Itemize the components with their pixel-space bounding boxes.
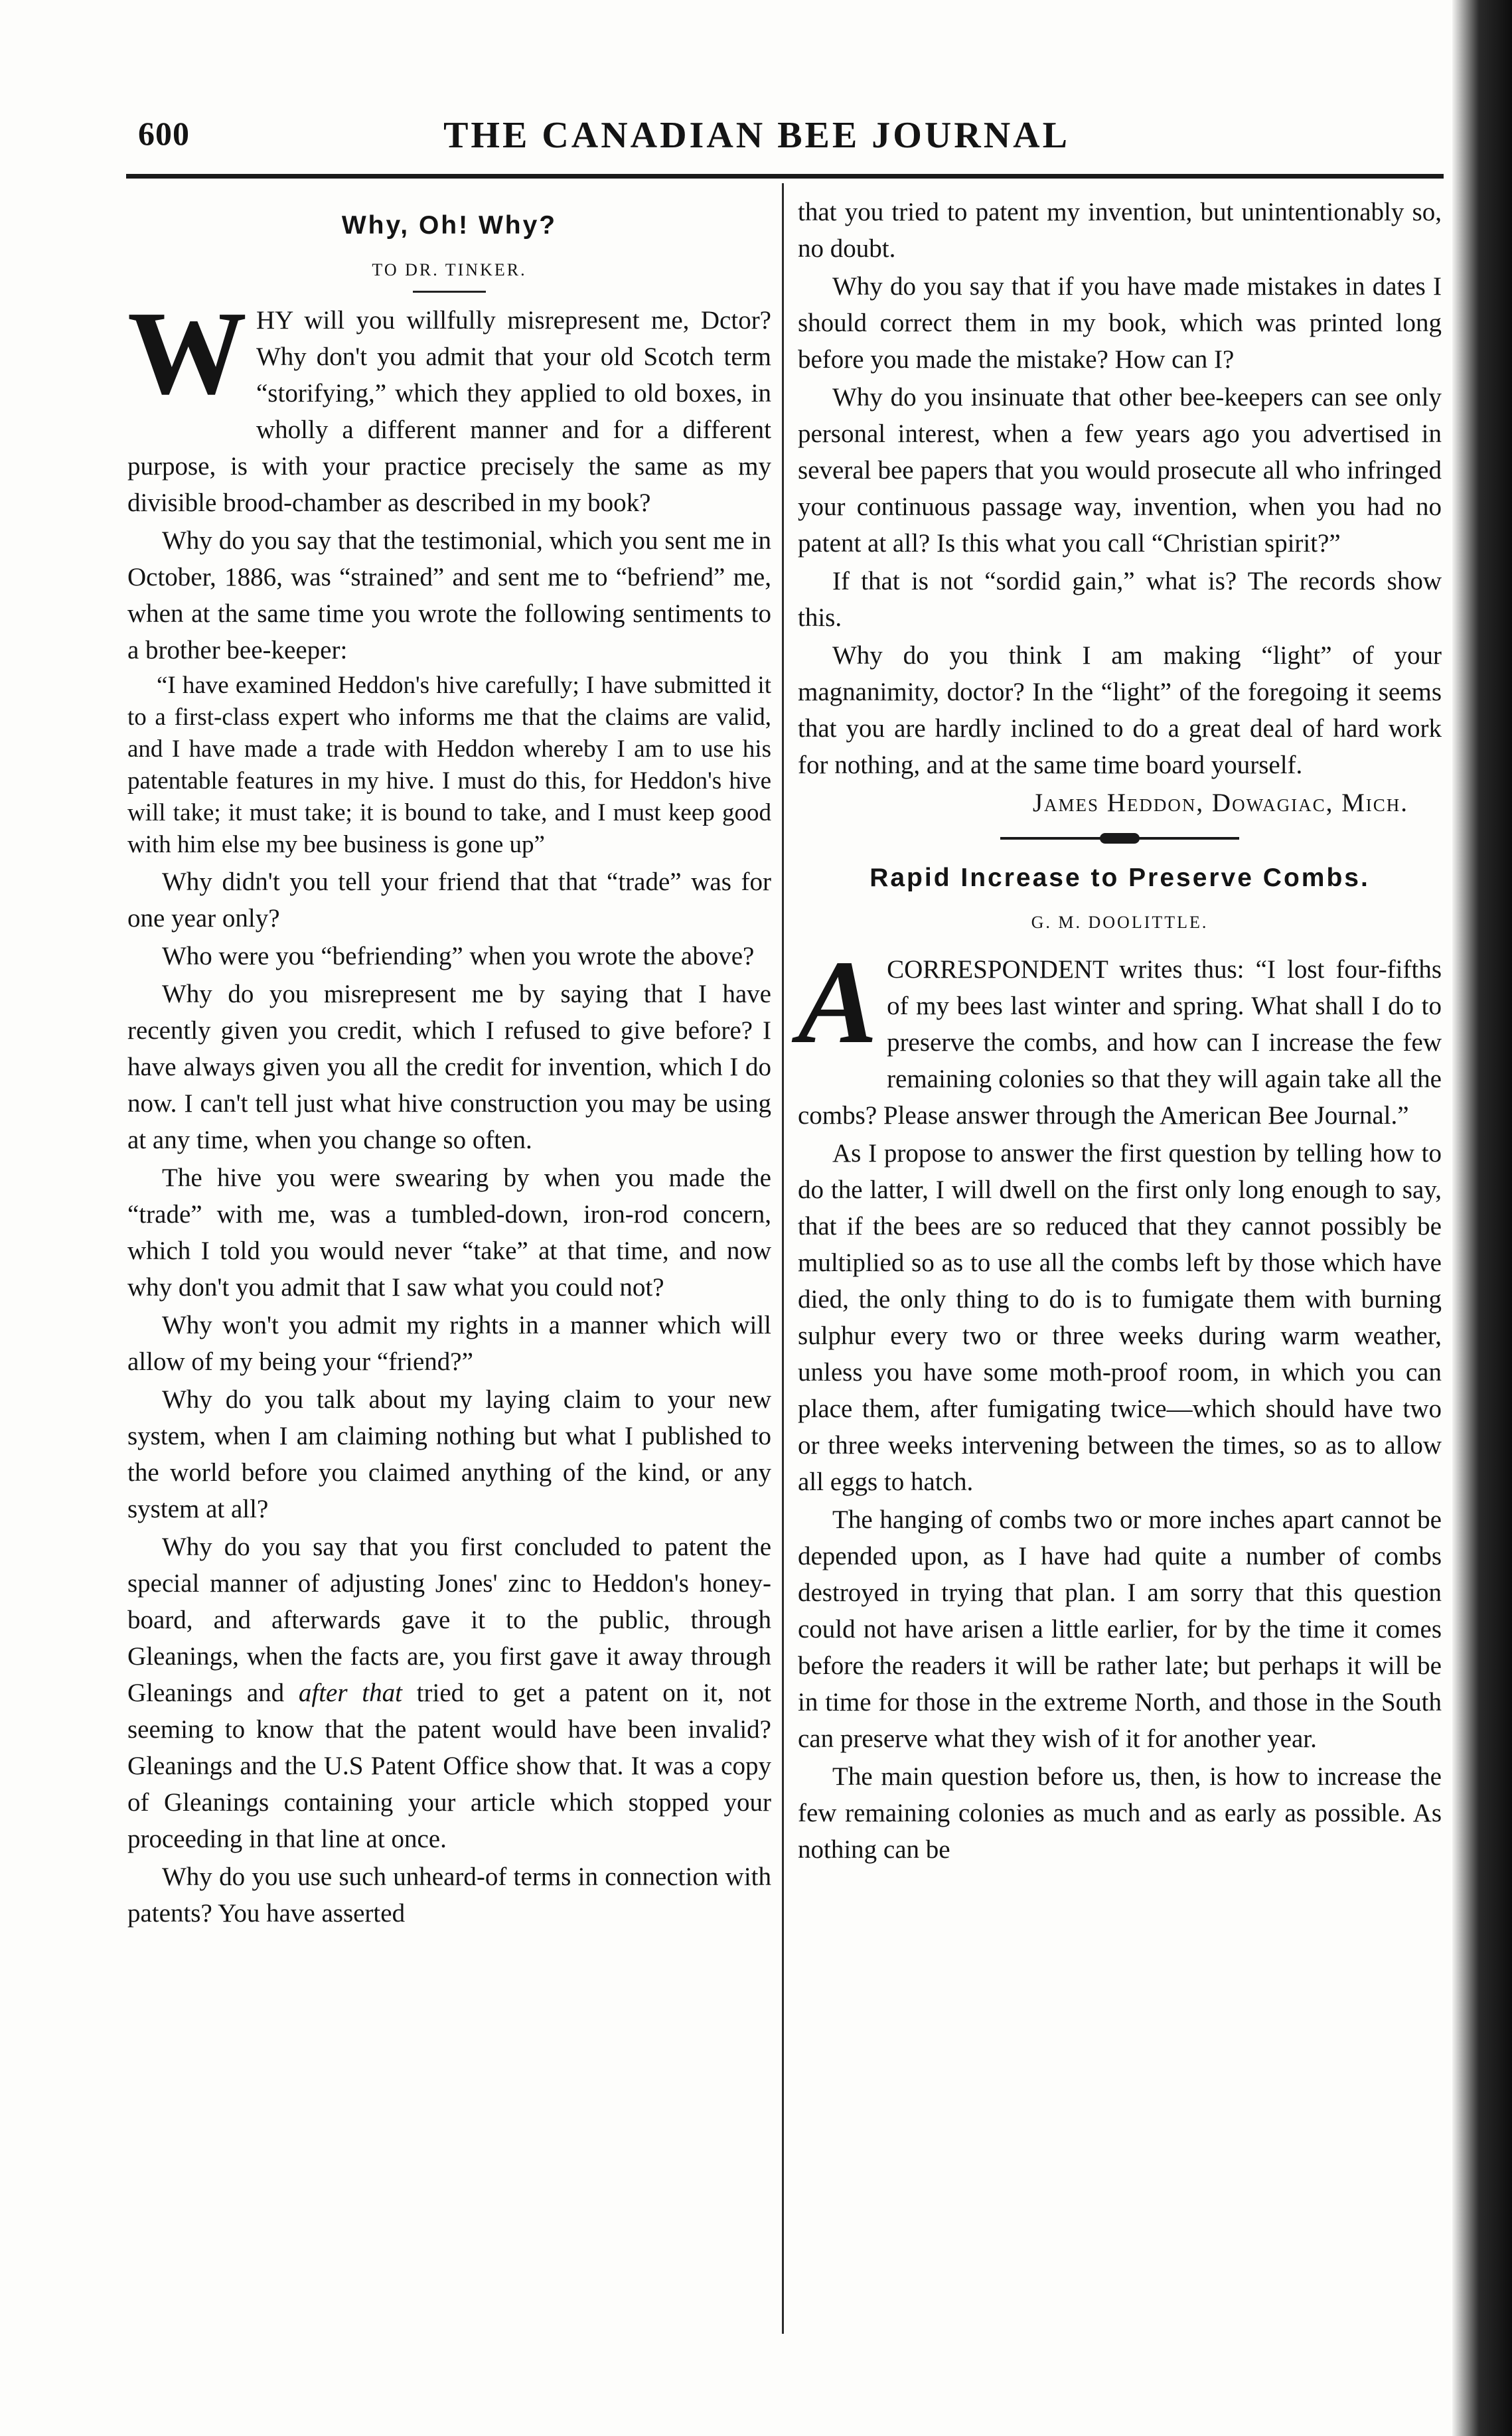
paragraph: The hive you were swearing by when you made the “trade” with me, was a tumbled-down, iron-rod concern, which I told you would never “take” at that time, and now why don't you admit that I saw what you could not?	[127, 1164, 771, 1302]
paragraph: As I propose to answer the first question by telling how to do the latter, I will dwell on the first only long enough to say, that if the bees are so reduced that they cannot possibly be multiplied so as to use all the combs left by those which have died, the only thing to do is to fumigate them with burning sulphur every two or three weeks during warm weather, unless you have some moth-proof room, in which you can place them, after fumigating twice—which should have two or three weeks intervening between the times, so as to allow all eggs to hatch.	[798, 1139, 1442, 1496]
page-edge-shadow	[1452, 0, 1512, 2436]
article-addressee: TO DR. TINKER.	[372, 260, 527, 279]
article-author: G. M. DOOLITTLE.	[1031, 913, 1209, 932]
paragraph	[798, 936, 1442, 1134]
article-title-rapid-increase: Rapid Increase to Preserve Combs.	[869, 864, 1370, 892]
paragraph: Why do you insinuate that other bee-keepers can see only personal interest, when a few years ago you advertised in several bee papers that you would prosecute all who infringed your continuous passage way, invention, when you had no patent at all? Is this what you call “Christian spirit?”	[798, 383, 1442, 558]
page-number: 600	[138, 115, 190, 152]
paragraph: Why do you use such unheard-of terms in connection with patents? You have asserted	[127, 1863, 771, 1928]
paragraph	[127, 287, 771, 521]
paragraph: Why do you say that if you have made mistakes in dates I should correct them in my book, which was printed long before you made the mistake? How can I?	[798, 272, 1442, 374]
drop-cap-w: W	[127, 287, 247, 419]
author-signature: James Heddon, Dowagiac, Mich.	[1032, 789, 1408, 817]
paragraph-text: CORRESPONDENT writes thus: “I lost four-fifths of my bees last winter and spring. What shall I do to preserve the combs, and how can I increase the few remaining colonies so that they will again take all the combs? Please answer through the American Bee Journal.”	[798, 955, 1442, 1130]
drop-cap-a: A	[798, 936, 878, 1068]
right-column	[798, 194, 1442, 1869]
paragraph: If that is not “sordid gain,” what is? The records show this.	[798, 567, 1442, 632]
paragraph: The main question before us, then, is how to increase the few remaining colonies as much and as early as possible. As nothing can be	[798, 1762, 1442, 1864]
paragraph: Why didn't you tell your friend that that “trade” was for one year only?	[127, 868, 771, 933]
paragraph-text: tried to get a patent on it, not seeming to know that the patent would have been invalid? Gleanings and the U.S Patent Office show that. It was a copy of Gleanings containing your article which stopped your proceeding in that line at once.	[127, 1679, 771, 1853]
paragraph: Why do you say that the testimonial, which you sent me in October, 1886, was “strained” and sent me to “befriend” me, when at the same time you wrote the following sentiments to a brother bee-keeper:	[127, 526, 771, 664]
paragraph: Who were you “befriending” when you wrote the above?	[162, 942, 755, 970]
ornamental-divider	[1000, 837, 1239, 840]
paragraph: Why do you think I am making “light” of your magnanimity, doctor? In the “light” of the foregoing it seems that you are hardly inclined to do a great deal of hard work for nothing, and at the same time board yourself.	[798, 641, 1442, 779]
paragraph: Why do you misrepresent me by saying that I have recently given you credit, which I refused to give before? I have always given you all the credit for invention, which I do now. I can't tell just what hive construction you may be using at any time, when you change so often.	[127, 980, 771, 1154]
title-rule	[413, 291, 486, 293]
paragraph-text: HY will you willfully misrepresent me, Dctor? Why don't you admit that your old Scotch term “storifying,” which they applied to old boxes, in wholly a different manner and for a different purpose, is with your practice precisely the same as my divisible brood-chamber as described in my book?	[127, 306, 771, 517]
paragraph	[127, 1529, 771, 1857]
paragraph: Why do you talk about my laying claim to your new system, when I am claiming nothing but what I published to the world before you claimed anything of the kind, or any system at all?	[127, 1385, 771, 1523]
left-column	[127, 194, 771, 1933]
paragraph-text: Why do you say that you first concluded to patent the special manner of adjusting Jones' zinc to Heddon's honey-board, and afterwards gave it to the public, through Gleanings, when the facts are, you first gave it away through Gleanings and	[127, 1533, 771, 1707]
header-rule	[126, 174, 1444, 179]
journal-title: THE CANADIAN BEE JOURNAL	[443, 115, 1070, 156]
paragraph: The hanging of combs two or more inches apart cannot be depended upon, as I have had quite a number of combs destroyed in trying that plan. I am sorry that this question could not have arisen a little earlier, for by the time it comes before the readers it will be rather late; but perhaps it will be in time for those in the extreme North, and those in the South can preserve what they wish of it for another year.	[798, 1505, 1442, 1753]
column-divider	[782, 183, 784, 2334]
article-title-why-oh-why: Why, Oh! Why?	[341, 211, 558, 240]
quoted-testimonial: “I have examined Heddon's hive carefully; I have submitted it to a first-class expert who informs me that the claims are valid, and I have made a trade with Heddon whereby I am to use his patentable features in my hive. I must do this, for Heddon's hive will take; it must take; it is bound to take, and I must keep good with him else my bee business is gone up”	[127, 672, 771, 858]
emphasis-text: after that	[298, 1679, 402, 1707]
paragraph: Why won't you admit my rights in a manner which will allow of my being your “friend?”	[127, 1311, 771, 1376]
paragraph: that you tried to patent my invention, but unintentionably so, no doubt.	[798, 198, 1442, 263]
